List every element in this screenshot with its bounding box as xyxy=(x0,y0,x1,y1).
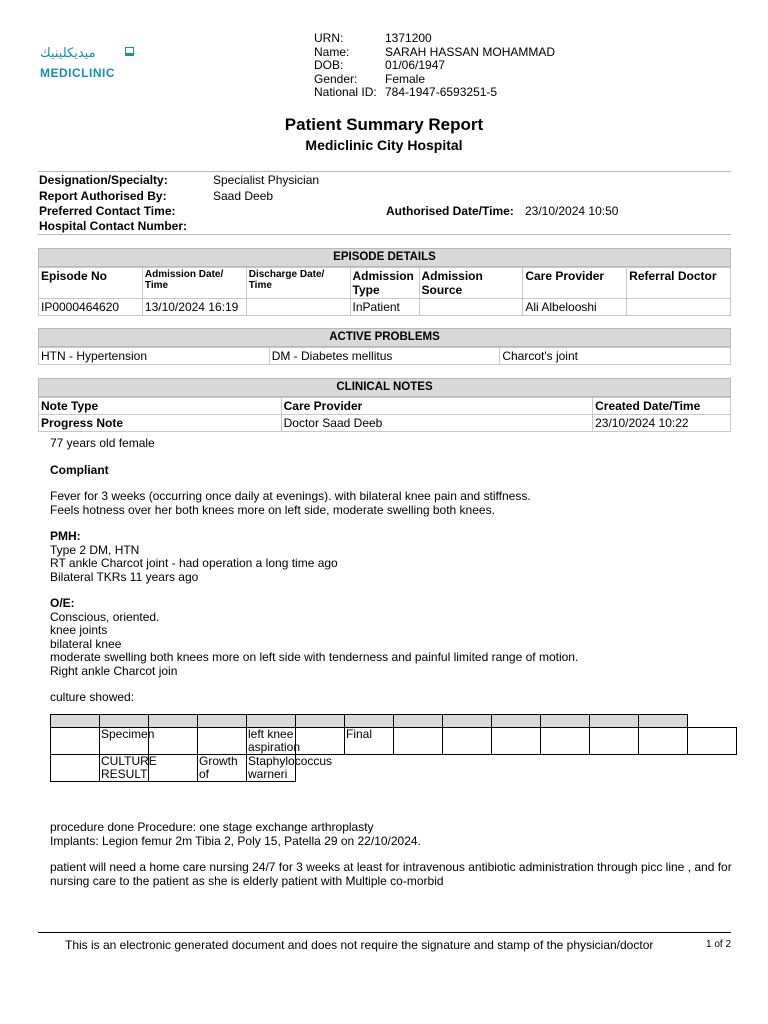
demo-row-name xyxy=(314,46,555,60)
oe-line: moderate swelling both knees more on left side with tenderness and painful limited range of motion. xyxy=(50,650,579,664)
discharge-date xyxy=(246,299,350,316)
note-type: Progress Note xyxy=(39,415,282,432)
specimen-label: Specimen xyxy=(100,728,149,755)
demo-value: 1371200 xyxy=(385,31,432,45)
designation-value: Specialist Physician xyxy=(213,173,320,187)
specimen-value: left knee aspiration xyxy=(248,727,301,754)
table-row xyxy=(39,415,731,432)
authorised-by-value: Saad Deeb xyxy=(213,189,274,203)
problems-table xyxy=(38,347,731,365)
oe-line: Conscious, oriented. xyxy=(50,609,160,624)
demo-row-urn xyxy=(314,32,555,46)
clinical-header-row xyxy=(39,398,731,415)
culture-status: Final xyxy=(345,728,394,755)
page-number: 1 of 2 xyxy=(706,939,732,950)
auth-date-label: Authorised Date/Time: xyxy=(386,204,514,218)
col-care-provider: Care Provider xyxy=(523,268,627,299)
culture-intro: culture showed: xyxy=(50,690,135,704)
complaint-line: Feels hotness over her both knees more on left side, moderate swelling both knees. xyxy=(50,502,495,517)
plan-line: patient will need a home care nursing 24/7 for 3 weeks at least for intravenous antibiotic administration through picc line , and for xyxy=(50,860,732,874)
episode-table xyxy=(38,267,731,316)
footer-disclaimer: This is an electronic generated document and does not require the signature and stamp of the physician/doctor xyxy=(65,938,654,952)
demo-value: Female xyxy=(385,71,426,86)
admission-date: 13/10/2024 16:19 xyxy=(142,299,246,316)
oe-line: bilateral knee xyxy=(50,636,122,651)
admission-type: InPatient xyxy=(350,299,419,316)
logo-arabic-text: ميديكلينيك xyxy=(40,46,96,61)
col-admission-source: Admission Source xyxy=(419,268,523,299)
col-discharge-date: Discharge Date/ Time xyxy=(246,268,350,299)
demo-value: 784-1947-6593251-5 xyxy=(385,85,498,99)
episode-no: IP0000464620 xyxy=(39,299,143,316)
pmh-heading: PMH: xyxy=(50,529,81,543)
pmh-line: RT ankle Charcot joint - had operation a long time ago xyxy=(50,556,338,570)
col-admission-type: Admission Type xyxy=(350,268,419,299)
culture-table xyxy=(50,714,737,782)
col-admission-date: Admission Date/ Time xyxy=(142,268,246,299)
clinical-section-header: CLINICAL NOTES xyxy=(38,378,731,397)
demo-label: URN: xyxy=(314,31,344,45)
episode-section-header: EPISODE DETAILS xyxy=(38,248,731,267)
report-title: Patient Summary Report xyxy=(284,115,484,134)
oe-line: knee joints xyxy=(50,623,108,637)
col-episode-no: Episode No xyxy=(39,268,143,299)
demo-label: Name: xyxy=(314,44,350,59)
table-row xyxy=(51,755,737,782)
pmh-line: Bilateral TKRs 11 years ago xyxy=(50,569,199,584)
patient-demographics xyxy=(314,32,555,100)
clinical-note-body xyxy=(50,437,740,705)
culture-result-label: CULTURE RESULT xyxy=(101,754,157,781)
demo-label: Gender: xyxy=(314,71,358,86)
problems-section-header: ACTIVE PROBLEMS xyxy=(38,328,731,347)
problem-item: DM - Diabetes mellitus xyxy=(269,348,500,365)
table-row xyxy=(39,299,731,316)
demo-label: DOB: xyxy=(314,58,344,72)
plan-line: nursing care to the patient as she is elderly patient with Multiple co-morbid xyxy=(50,873,444,888)
demo-row-gender xyxy=(314,73,555,87)
culture-header-row xyxy=(51,715,737,728)
footer-divider xyxy=(38,932,731,933)
logo-english-text: MEDICLINIC xyxy=(40,66,115,80)
designation-label: Designation/Specialty: xyxy=(39,173,168,187)
episode-header-row xyxy=(39,268,731,299)
plan-text xyxy=(50,861,740,888)
growth-label: Growth of xyxy=(198,755,247,782)
procedure-line: procedure done Procedure: one stage exchange arthroplasty xyxy=(50,820,374,834)
authorised-by-label: Report Authorised By: xyxy=(39,189,167,203)
demo-row-national-id xyxy=(314,86,555,100)
demo-row-dob xyxy=(314,59,555,73)
procedure-text xyxy=(50,821,740,848)
complaint-heading: Compliant xyxy=(50,462,109,477)
referral-doctor xyxy=(627,299,731,316)
organism-value: Staphylococcus warneri xyxy=(248,754,333,781)
col-note-type: Note Type xyxy=(39,398,282,415)
note-created-date: 23/10/2024 10:22 xyxy=(593,415,731,432)
demo-value: SARAH HASSAN MOHAMMAD xyxy=(385,44,556,59)
problem-item: HTN - Hypertension xyxy=(39,348,270,365)
implants-line: Implants: Legion femur 2m Tibia 2, Poly 15, Patella 29 on 22/10/2024. xyxy=(50,833,421,848)
demo-value: 01/06/1947 xyxy=(385,58,446,72)
auth-date-value: 23/10/2024 10:50 xyxy=(525,204,619,218)
col-referral-doctor: Referral Doctor xyxy=(627,268,731,299)
pmh-line: Type 2 DM, HTN xyxy=(50,542,140,557)
clinical-table xyxy=(38,397,731,432)
care-provider: Ali Albelooshi xyxy=(523,299,627,316)
col-created-date: Created Date/Time xyxy=(593,398,731,415)
col-care-provider: Care Provider xyxy=(281,398,593,415)
hospital-name: Mediclinic City Hospital xyxy=(305,137,463,153)
note-intro: 77 years old female xyxy=(50,436,155,450)
table-row xyxy=(39,348,731,365)
logo-mark-icon xyxy=(125,47,134,56)
divider xyxy=(38,234,731,235)
divider xyxy=(38,171,731,172)
demo-label: National ID: xyxy=(314,85,377,99)
oe-line: Right ankle Charcot join xyxy=(50,663,178,678)
hospital-contact-label: Hospital Contact Number: xyxy=(39,219,188,233)
complaint-line: Fever for 3 weeks (occurring once daily at evenings). with bilateral knee pain and stiffness. xyxy=(50,489,531,503)
problem-item: Charcot's joint xyxy=(500,348,731,365)
mediclinic-logo xyxy=(40,46,140,86)
oe-heading: O/E: xyxy=(50,596,75,610)
note-care-provider: Doctor Saad Deeb xyxy=(281,415,593,432)
admission-source xyxy=(419,299,523,316)
table-row xyxy=(51,728,737,755)
contact-time-label: Preferred Contact Time: xyxy=(39,204,176,218)
